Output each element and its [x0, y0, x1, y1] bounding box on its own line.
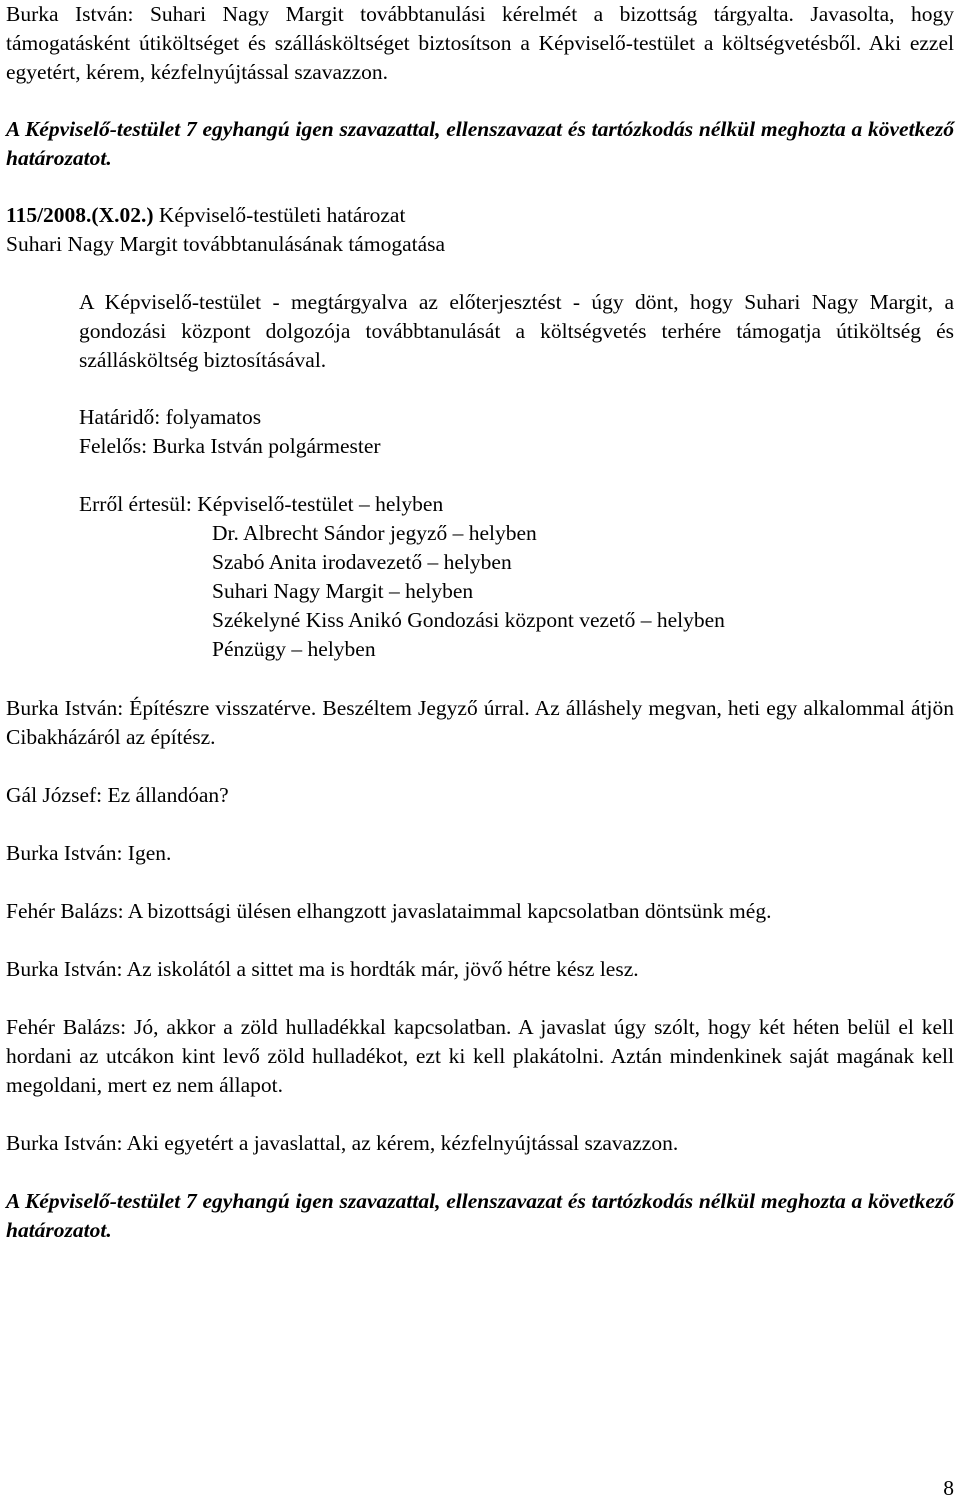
- paragraph-proposals: Fehér Balázs: A bizottsági ülésen elhangzott javaslataimmal kapcsolatban döntsünk még.: [6, 899, 772, 923]
- paragraph-intro: Burka István: Suhari Nagy Margit továbbtanulási kérelmét a bizottság tárgyalta. Javasolta, hogy támogatásként útiköltséget és szállásköltséget biztosítson a Képviselő-testület a költségvetésből. Aki ezzel egyetért, kérem, kézfelnyújtással szavazzon.: [6, 2, 954, 84]
- resolution-heading: [6, 201, 405, 230]
- notify-item: Dr. Albrecht Sándor jegyző – helyben: [212, 521, 537, 545]
- notify-item: Erről értesül: Képviselő-testület – helyben: [79, 492, 444, 516]
- notify-item: Szabó Anita irodavezető – helyben: [212, 550, 512, 574]
- paragraph-answer: Burka István: Igen.: [6, 841, 172, 865]
- resolution-title: Suhari Nagy Margit továbbtanulásának támogatása: [6, 232, 446, 256]
- paragraph-school: Burka István: Az iskolától a sittet ma is hordták már, jövő hétre kész lesz.: [6, 957, 639, 981]
- vote-result: A Képviselő-testület 7 egyhangú igen szavazattal, ellenszavazat és tartózkodás nélkül meghozta a következő határozatot.: [6, 117, 954, 170]
- paragraph-question: Gál József: Ez állandóan?: [6, 783, 229, 807]
- notify-item: Pénzügy – helyben: [212, 637, 376, 661]
- paragraph-architect: Burka István: Építészre visszatérve. Beszéltem Jegyző úrral. Az álláshely megvan, heti egy alkalommal átjön Cibakházáról az építész.: [6, 696, 954, 749]
- paragraph-green-waste: Fehér Balázs: Jó, akkor a zöld hulladékkal kapcsolatban. A javaslat úgy szólt, hogy két héten belül el kell hordani az utcákon kint levő zöld hulladékot, ezt ki kell plakátolni. Aztán mindenkinek saját magának kell megoldani, mert ez nem állapot.: [6, 1015, 954, 1097]
- vote-result: A Képviselő-testület 7 egyhangú igen szavazattal, ellenszavazat és tartózkodás nélkül meghozta a következő határozatot.: [6, 1189, 954, 1242]
- notify-item: Suhari Nagy Margit – helyben: [212, 579, 474, 603]
- paragraph-vote-call: Burka István: Aki egyetért a javaslattal, az kérem, kézfelnyújtással szavazzon.: [6, 1131, 679, 1155]
- resolution-type: Képviselő-testületi határozat: [153, 203, 406, 227]
- notify-item: Székelyné Kiss Anikó Gondozási központ vezető – helyben: [212, 608, 725, 632]
- resolution-body: A Képviselő-testület - megtárgyalva az előterjesztést - úgy dönt, hogy Suhari Nagy Margit, a gondozási központ dolgozója továbbtanulását a költségvetés terhére támogatja útiköltség és szállásköltség biztosításával.: [79, 290, 954, 372]
- responsible: Felelős: Burka István polgármester: [79, 434, 381, 458]
- page-number: 8: [943, 1476, 954, 1500]
- deadline: Határidő: folyamatos: [79, 405, 262, 429]
- resolution-number: 115/2008.(X.02.): [6, 203, 154, 227]
